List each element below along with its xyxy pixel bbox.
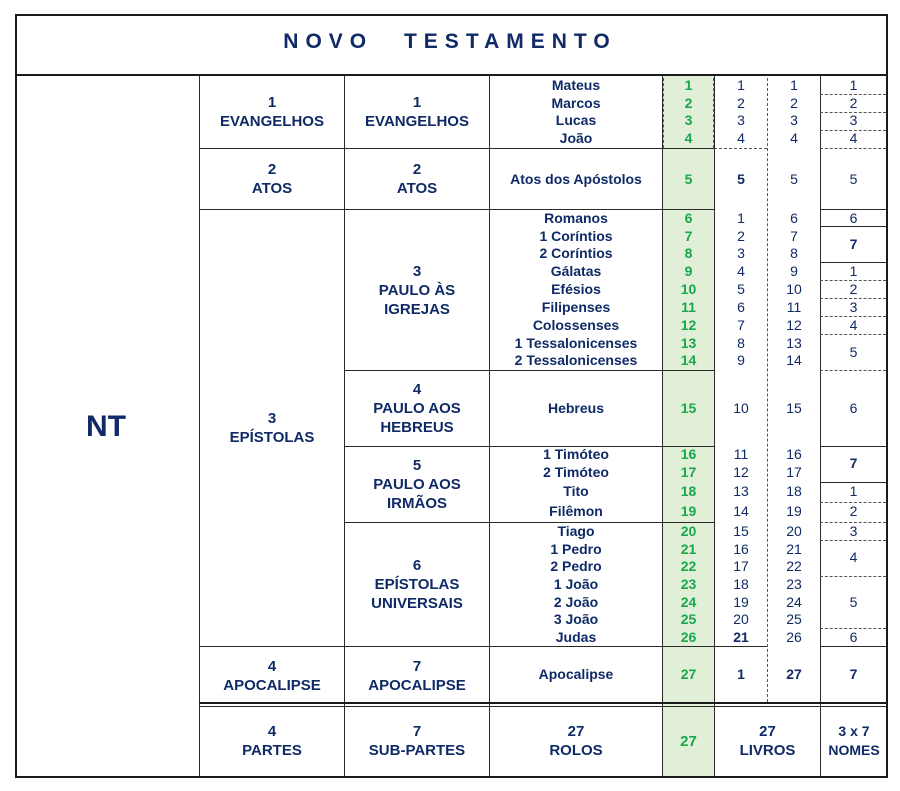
roll-number: 15 xyxy=(680,400,697,416)
subpart-apocalipse: 7 APOCALIPSE xyxy=(368,658,466,694)
book-name: Tito xyxy=(563,483,589,499)
book-number: 23 xyxy=(786,576,802,592)
book-order-in-section: 5 xyxy=(737,171,745,187)
names-dash xyxy=(820,370,886,371)
roll-number: 12 xyxy=(680,317,697,333)
footer-line xyxy=(199,702,886,704)
book-order-in-section: 21 xyxy=(733,629,749,645)
book-order-in-section: 2 xyxy=(737,228,745,244)
section-line xyxy=(199,148,714,149)
book-name: Tiago xyxy=(557,523,595,539)
roll-number: 9 xyxy=(684,263,693,279)
book-name: 2 Coríntios xyxy=(539,245,613,261)
book-name: 2 Pedro xyxy=(550,558,602,574)
book-number: 24 xyxy=(786,594,802,610)
book-name: Efésios xyxy=(551,281,601,297)
book-order-in-section: 9 xyxy=(737,352,745,368)
book-number: 12 xyxy=(786,317,802,333)
subpart-epistolas-universais: 6 EPÍSTOLAS UNIVERSAIS xyxy=(371,557,463,612)
book-order-in-section: 1 xyxy=(737,666,745,682)
book-number: 8 xyxy=(790,245,798,261)
book-name: Romanos xyxy=(544,210,608,226)
book-number: 22 xyxy=(786,558,802,574)
book-order-in-section: 2 xyxy=(737,95,745,111)
book-name: Lucas xyxy=(555,112,597,128)
subpart-atos: 2 ATOS xyxy=(396,161,438,197)
roll-number: 4 xyxy=(684,130,693,146)
book-name: 1 João xyxy=(553,576,599,592)
book-number: 11 xyxy=(786,299,802,315)
page-title: NOVO TESTAMENTO xyxy=(283,30,617,53)
roll-number: 8 xyxy=(684,245,693,261)
book-name: Hebreus xyxy=(547,400,605,416)
roll-number: 22 xyxy=(680,558,697,574)
book-number: 4 xyxy=(790,130,798,146)
roll-number: 16 xyxy=(680,446,697,462)
name-number: 6 xyxy=(849,210,858,226)
book-number: 10 xyxy=(786,281,802,297)
roll-number: 21 xyxy=(680,541,697,557)
book-number: 13 xyxy=(786,335,802,351)
book-number: 18 xyxy=(786,483,802,499)
book-number: 2 xyxy=(790,95,798,111)
roll-number: 11 xyxy=(681,299,696,315)
roll-number: 7 xyxy=(684,228,693,244)
section-dash xyxy=(714,148,767,149)
name-number: 1 xyxy=(849,263,858,279)
book-order-in-section: 16 xyxy=(733,541,749,557)
subpart-evangelhos: 1 EVANGELHOS xyxy=(365,94,469,130)
names-dash xyxy=(820,148,886,149)
section-line xyxy=(714,646,767,647)
book-order-in-section: 7 xyxy=(737,317,745,333)
book-order-in-section: 17 xyxy=(733,558,749,574)
book-order-in-section: 14 xyxy=(733,503,749,519)
subpart-paulo-irmaos: 5 PAULO AOS IRMÃOS xyxy=(373,457,461,512)
book-order-in-section: 1 xyxy=(737,77,745,93)
book-order-in-section: 4 xyxy=(737,130,745,146)
subpart-paulo-hebreus: 4 PAULO AOS HEBREUS xyxy=(373,381,461,436)
name-number: 3 xyxy=(849,523,858,539)
book-number: 3 xyxy=(790,112,798,128)
book-number: 27 xyxy=(786,666,802,682)
section-line xyxy=(199,646,714,647)
book-name: Gálatas xyxy=(550,263,602,279)
names-line xyxy=(820,226,886,227)
roll-number: 25 xyxy=(680,611,697,627)
book-name: Apocalipse xyxy=(538,666,614,682)
roll-number: 27 xyxy=(680,666,697,682)
part-evangelhos: 1 EVANGELHOS xyxy=(220,94,324,130)
book-number: 21 xyxy=(786,541,802,557)
roll-number: 24 xyxy=(680,594,697,610)
book-name: Colossenses xyxy=(532,317,620,333)
roll-number: 5 xyxy=(684,171,693,187)
book-order-in-section: 15 xyxy=(733,523,749,539)
book-name: 1 Pedro xyxy=(550,541,602,557)
book-name: Mateus xyxy=(551,77,601,93)
roll-number: 13 xyxy=(680,335,697,351)
name-number: 1 xyxy=(849,483,858,499)
roll-number: 26 xyxy=(680,629,697,645)
book-name: 2 João xyxy=(553,594,599,610)
names-dash xyxy=(820,576,886,577)
names-dash xyxy=(820,540,886,541)
book-number: 1 xyxy=(790,77,798,93)
part-apocalipse: 4 APOCALIPSE xyxy=(223,658,321,694)
footer-books: 27 LIVROS xyxy=(739,723,796,759)
name-number: 6 xyxy=(849,400,858,416)
footer-green: 27 xyxy=(680,733,697,750)
name-number: 2 xyxy=(849,95,858,111)
roll-number: 19 xyxy=(680,503,697,519)
book-order-in-section: 8 xyxy=(737,335,745,351)
book-number: 5 xyxy=(790,171,798,187)
book-order-in-section: 20 xyxy=(733,611,749,627)
book-order-in-section: 1 xyxy=(737,210,745,226)
names-line xyxy=(820,646,886,647)
name-number: 1 xyxy=(849,77,858,93)
book-order-in-section: 6 xyxy=(737,299,745,315)
book-name: 2 Tessalonicenses xyxy=(514,352,638,368)
nt-label: NT xyxy=(86,410,126,443)
book-number: 9 xyxy=(790,263,798,279)
part-atos: 2 ATOS xyxy=(251,161,293,197)
book-number: 17 xyxy=(786,464,802,480)
book-order-in-section: 3 xyxy=(737,112,745,128)
name-number: 5 xyxy=(849,344,858,360)
book-number: 7 xyxy=(790,228,798,244)
book-order-in-section: 10 xyxy=(733,400,749,416)
roll-number: 10 xyxy=(680,281,697,297)
book-name: Atos dos Apóstolos xyxy=(510,171,642,187)
part-epistolas: 3 EPÍSTOLAS xyxy=(229,410,315,446)
footer-subparts: 7 SUB-PARTES xyxy=(368,723,466,759)
roll-number: 2 xyxy=(684,95,693,111)
footer-names: 3 x 7 NOMES xyxy=(828,723,880,758)
name-number: 4 xyxy=(849,317,858,333)
section-line xyxy=(344,370,714,371)
book-order-in-section: 11 xyxy=(733,446,749,462)
book-name: Marcos xyxy=(551,95,601,111)
name-number: 2 xyxy=(849,503,858,519)
book-order-in-section: 19 xyxy=(733,594,749,610)
book-name: João xyxy=(559,130,593,146)
book-name: Filipenses xyxy=(541,299,611,315)
book-number: 19 xyxy=(786,503,802,519)
book-number: 16 xyxy=(786,446,802,462)
footer-rolls: 27 ROLOS xyxy=(549,723,603,759)
roll-number: 3 xyxy=(684,112,693,128)
name-number: 7 xyxy=(849,455,858,471)
footer-line xyxy=(199,706,886,707)
book-number: 15 xyxy=(786,400,802,416)
roll-number: 6 xyxy=(684,210,693,226)
name-number: 5 xyxy=(849,171,858,187)
names-line xyxy=(820,446,886,447)
book-order-in-section: 5 xyxy=(737,281,745,297)
name-number: 4 xyxy=(849,549,858,565)
book-name: 3 João xyxy=(553,611,599,627)
name-number: 6 xyxy=(849,629,858,645)
roll-number: 23 xyxy=(680,576,697,592)
book-order-in-section: 18 xyxy=(733,576,749,592)
book-name: 2 Timóteo xyxy=(543,464,609,480)
name-number: 3 xyxy=(849,112,858,128)
roll-number: 18 xyxy=(680,483,697,499)
name-number: 3 xyxy=(849,299,858,315)
book-name: 1 Timóteo xyxy=(543,446,609,462)
names-dash xyxy=(820,334,886,335)
footer-parts: 4 PARTES xyxy=(242,723,302,759)
book-name: 1 Coríntios xyxy=(539,228,613,244)
roll-number: 17 xyxy=(680,464,697,480)
name-number: 5 xyxy=(849,594,858,610)
book-name: 1 Tessalonicenses xyxy=(514,335,638,351)
book-name: Filêmon xyxy=(549,503,603,519)
book-order-in-section: 13 xyxy=(733,483,749,499)
roll-number: 20 xyxy=(680,523,697,539)
book-order-in-section: 12 xyxy=(733,464,749,480)
name-number: 2 xyxy=(849,281,858,297)
book-number: 20 xyxy=(786,523,802,539)
book-order-in-section: 3 xyxy=(737,245,745,261)
book-number: 26 xyxy=(786,629,802,645)
book-order-in-section: 4 xyxy=(737,263,745,279)
book-name: Judas xyxy=(555,629,597,645)
roll-number: 14 xyxy=(680,352,697,368)
name-number: 7 xyxy=(849,666,858,682)
name-number: 4 xyxy=(849,130,858,146)
roll-number: 1 xyxy=(684,77,693,93)
book-number: 14 xyxy=(786,352,802,368)
book-number: 6 xyxy=(790,210,798,226)
subpart-paulo-igrejas: 3 PAULO ÀS IGREJAS xyxy=(378,263,456,318)
name-number: 7 xyxy=(849,236,858,252)
book-number: 25 xyxy=(786,611,802,627)
